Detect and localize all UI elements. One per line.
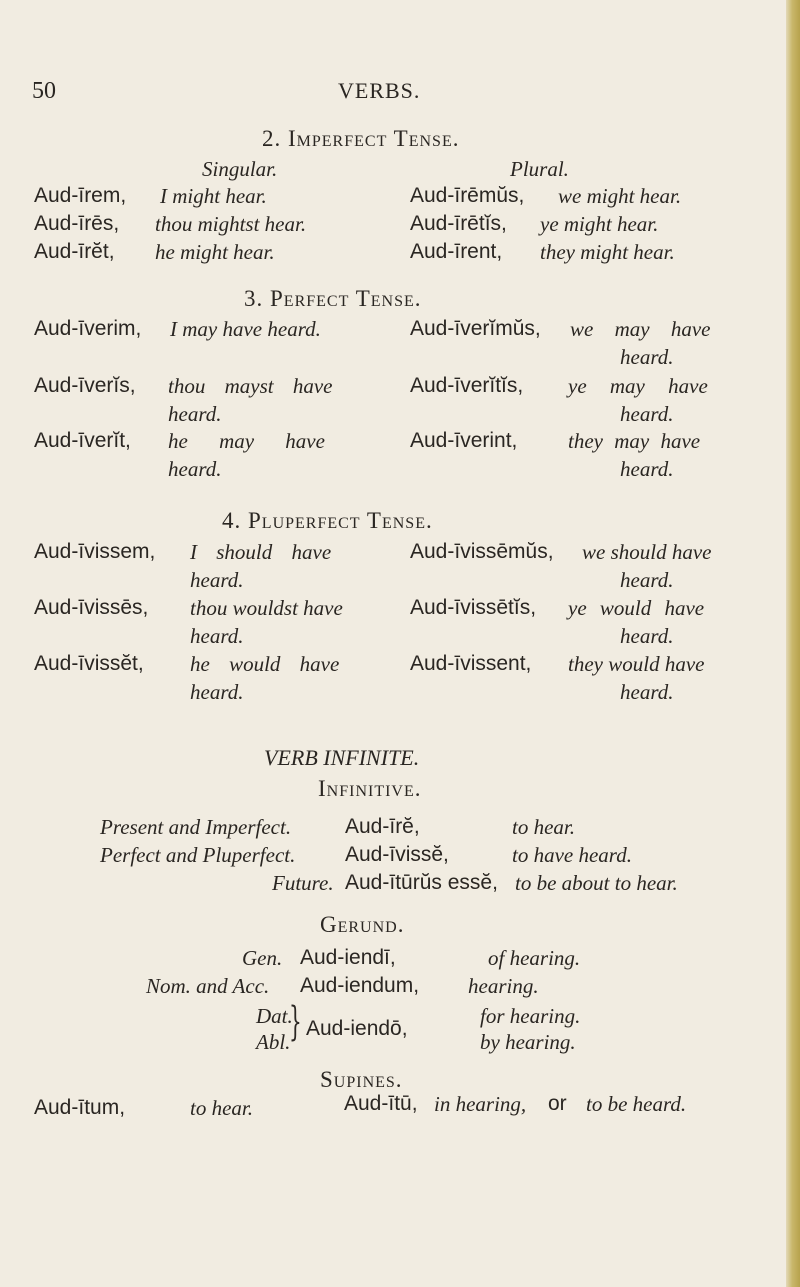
- supine2-form: Aud-ītū,: [344, 1092, 418, 1115]
- perfect-sg3-gloss: he may have: [168, 429, 325, 453]
- imperfect-pl1-form: Aud-īrēmŭs,: [410, 184, 525, 207]
- pluperfect-sg3-gloss-cont: heard.: [190, 680, 244, 704]
- infinitive-perfect-form: Aud-īvissĕ,: [345, 843, 449, 866]
- perfect-sg3-form: Aud-īverĭt,: [34, 429, 131, 452]
- infinitive-future-gloss: to be about to hear.: [515, 871, 678, 895]
- gerund-heading: Gerund.: [320, 912, 405, 937]
- pluperfect-pl3-form: Aud-īvissent,: [410, 652, 532, 675]
- perfect-pl2-gloss: ye may have: [568, 374, 708, 398]
- imperfect-sg1-gloss: I might hear.: [160, 184, 267, 208]
- imperfect-pl2-form: Aud-īrētĭs,: [410, 212, 507, 235]
- perfect-pl3-gloss: they may have: [568, 429, 701, 453]
- page-edge: [786, 0, 800, 1287]
- supine1-form: Aud-ītum,: [34, 1096, 126, 1119]
- perfect-pl3-form: Aud-īverint,: [410, 429, 518, 452]
- supine2-gloss: in hearing,: [434, 1092, 527, 1116]
- gerund-gen-gloss: of hearing.: [488, 946, 581, 970]
- gerund-brace: }: [289, 999, 302, 1045]
- pluperfect-sg2-form: Aud-īvissēs,: [34, 596, 149, 619]
- supine2-gloss-alt: to be heard.: [586, 1092, 687, 1116]
- pluperfect-sg1-form: Aud-īvissem,: [34, 540, 156, 563]
- infinitive-perfect-label: Perfect and Pluperfect.: [100, 843, 296, 867]
- imperfect-pl1-gloss: we might hear.: [558, 184, 682, 208]
- perfect-sg2-gloss-cont: heard.: [168, 402, 222, 426]
- supines-heading: Supines.: [320, 1067, 403, 1092]
- pluperfect-sg2-gloss: thou wouldst have: [190, 596, 343, 620]
- perfect-pl2-gloss-cont: heard.: [620, 402, 674, 426]
- gerund-abl-label: Abl.: [256, 1030, 291, 1054]
- pluperfect-pl3-gloss: they would have: [568, 652, 705, 676]
- page-number: 50: [32, 78, 56, 104]
- gerund-nom-acc-gloss: hearing.: [468, 974, 539, 998]
- imperfect-pl3-gloss: they might hear.: [540, 240, 675, 264]
- pluperfect-sg3-gloss: he would have: [190, 652, 340, 676]
- pluperfect-pl1-form: Aud-īvissēmŭs,: [410, 540, 554, 563]
- imperfect-sg2-form: Aud-īrēs,: [34, 212, 120, 235]
- infinitive-heading: Infinitive.: [318, 776, 422, 801]
- infinitive-perfect-gloss: to have heard.: [512, 843, 632, 867]
- perfect-sg2-form: Aud-īverĭs,: [34, 374, 136, 397]
- pluperfect-pl1-gloss-cont: heard.: [620, 568, 674, 592]
- gerund-gen-label: Gen.: [242, 946, 283, 970]
- infinitive-future-label: Future.: [272, 871, 334, 895]
- imperfect-sg1-form: Aud-īrem,: [34, 184, 127, 207]
- gerund-dat-abl-form: Aud-iendō,: [306, 1017, 408, 1040]
- perfect-pl1-gloss: we may have: [570, 317, 711, 341]
- gerund-gen-form: Aud-iendī,: [300, 946, 396, 969]
- pluperfect-pl2-form: Aud-īvissētĭs,: [410, 596, 537, 619]
- infinitive-future-form: Aud-ītūrŭs essĕ,: [345, 871, 498, 894]
- perfect-pl1-gloss-cont: heard.: [620, 345, 674, 369]
- pluperfect-sg2-gloss-cont: heard.: [190, 624, 244, 648]
- imperfect-plural-label: Plural.: [510, 157, 569, 181]
- gerund-abl-gloss: by hearing.: [480, 1030, 576, 1054]
- pluperfect-sg1-gloss: I should have: [190, 540, 332, 564]
- imperfect-sg3-form: Aud-īrĕt,: [34, 240, 115, 263]
- gerund-dat-gloss: for hearing.: [480, 1004, 581, 1028]
- imperfect-pl3-form: Aud-īrent,: [410, 240, 503, 263]
- infinitive-present-label: Present and Imperfect.: [100, 815, 292, 839]
- pluperfect-pl3-gloss-cont: heard.: [620, 680, 674, 704]
- infinitive-present-form: Aud-īrĕ,: [345, 815, 420, 838]
- running-head: VERBS.: [338, 78, 421, 103]
- imperfect-sg3-gloss: he might hear.: [155, 240, 275, 264]
- gerund-nom-acc-form: Aud-iendum,: [300, 974, 420, 997]
- pluperfect-pl2-gloss: ye would have: [568, 596, 705, 620]
- pluperfect-pl1-gloss: we should have: [582, 540, 712, 564]
- supine1-gloss: to hear.: [190, 1096, 253, 1120]
- pluperfect-sg1-gloss-cont: heard.: [190, 568, 244, 592]
- pluperfect-heading: 4. Pluperfect Tense.: [222, 508, 433, 533]
- imperfect-heading: 2. Imperfect Tense.: [262, 126, 460, 151]
- gerund-dat-label: Dat.: [256, 1004, 293, 1028]
- imperfect-sg2-gloss: thou mightst hear.: [155, 212, 307, 236]
- imperfect-singular-label: Singular.: [202, 157, 278, 181]
- supine2-or: or: [548, 1092, 567, 1115]
- perfect-pl1-form: Aud-īverĭmŭs,: [410, 317, 541, 340]
- gerund-nom-acc-label: Nom. and Acc.: [146, 974, 270, 998]
- imperfect-pl2-gloss: ye might hear.: [540, 212, 659, 236]
- perfect-pl2-form: Aud-īverĭtĭs,: [410, 374, 524, 397]
- perfect-sg1-form: Aud-īverim,: [34, 317, 142, 340]
- perfect-sg1-gloss: I may have heard.: [170, 317, 321, 341]
- pluperfect-sg3-form: Aud-īvissĕt,: [34, 652, 144, 675]
- verb-infinite-heading: VERB INFINITE.: [264, 745, 420, 770]
- infinitive-present-gloss: to hear.: [512, 815, 575, 839]
- perfect-pl3-gloss-cont: heard.: [620, 457, 674, 481]
- perfect-sg2-gloss: thou mayst have: [168, 374, 333, 398]
- pluperfect-pl2-gloss-cont: heard.: [620, 624, 674, 648]
- perfect-heading: 3. Perfect Tense.: [244, 286, 422, 311]
- perfect-sg3-gloss-cont: heard.: [168, 457, 222, 481]
